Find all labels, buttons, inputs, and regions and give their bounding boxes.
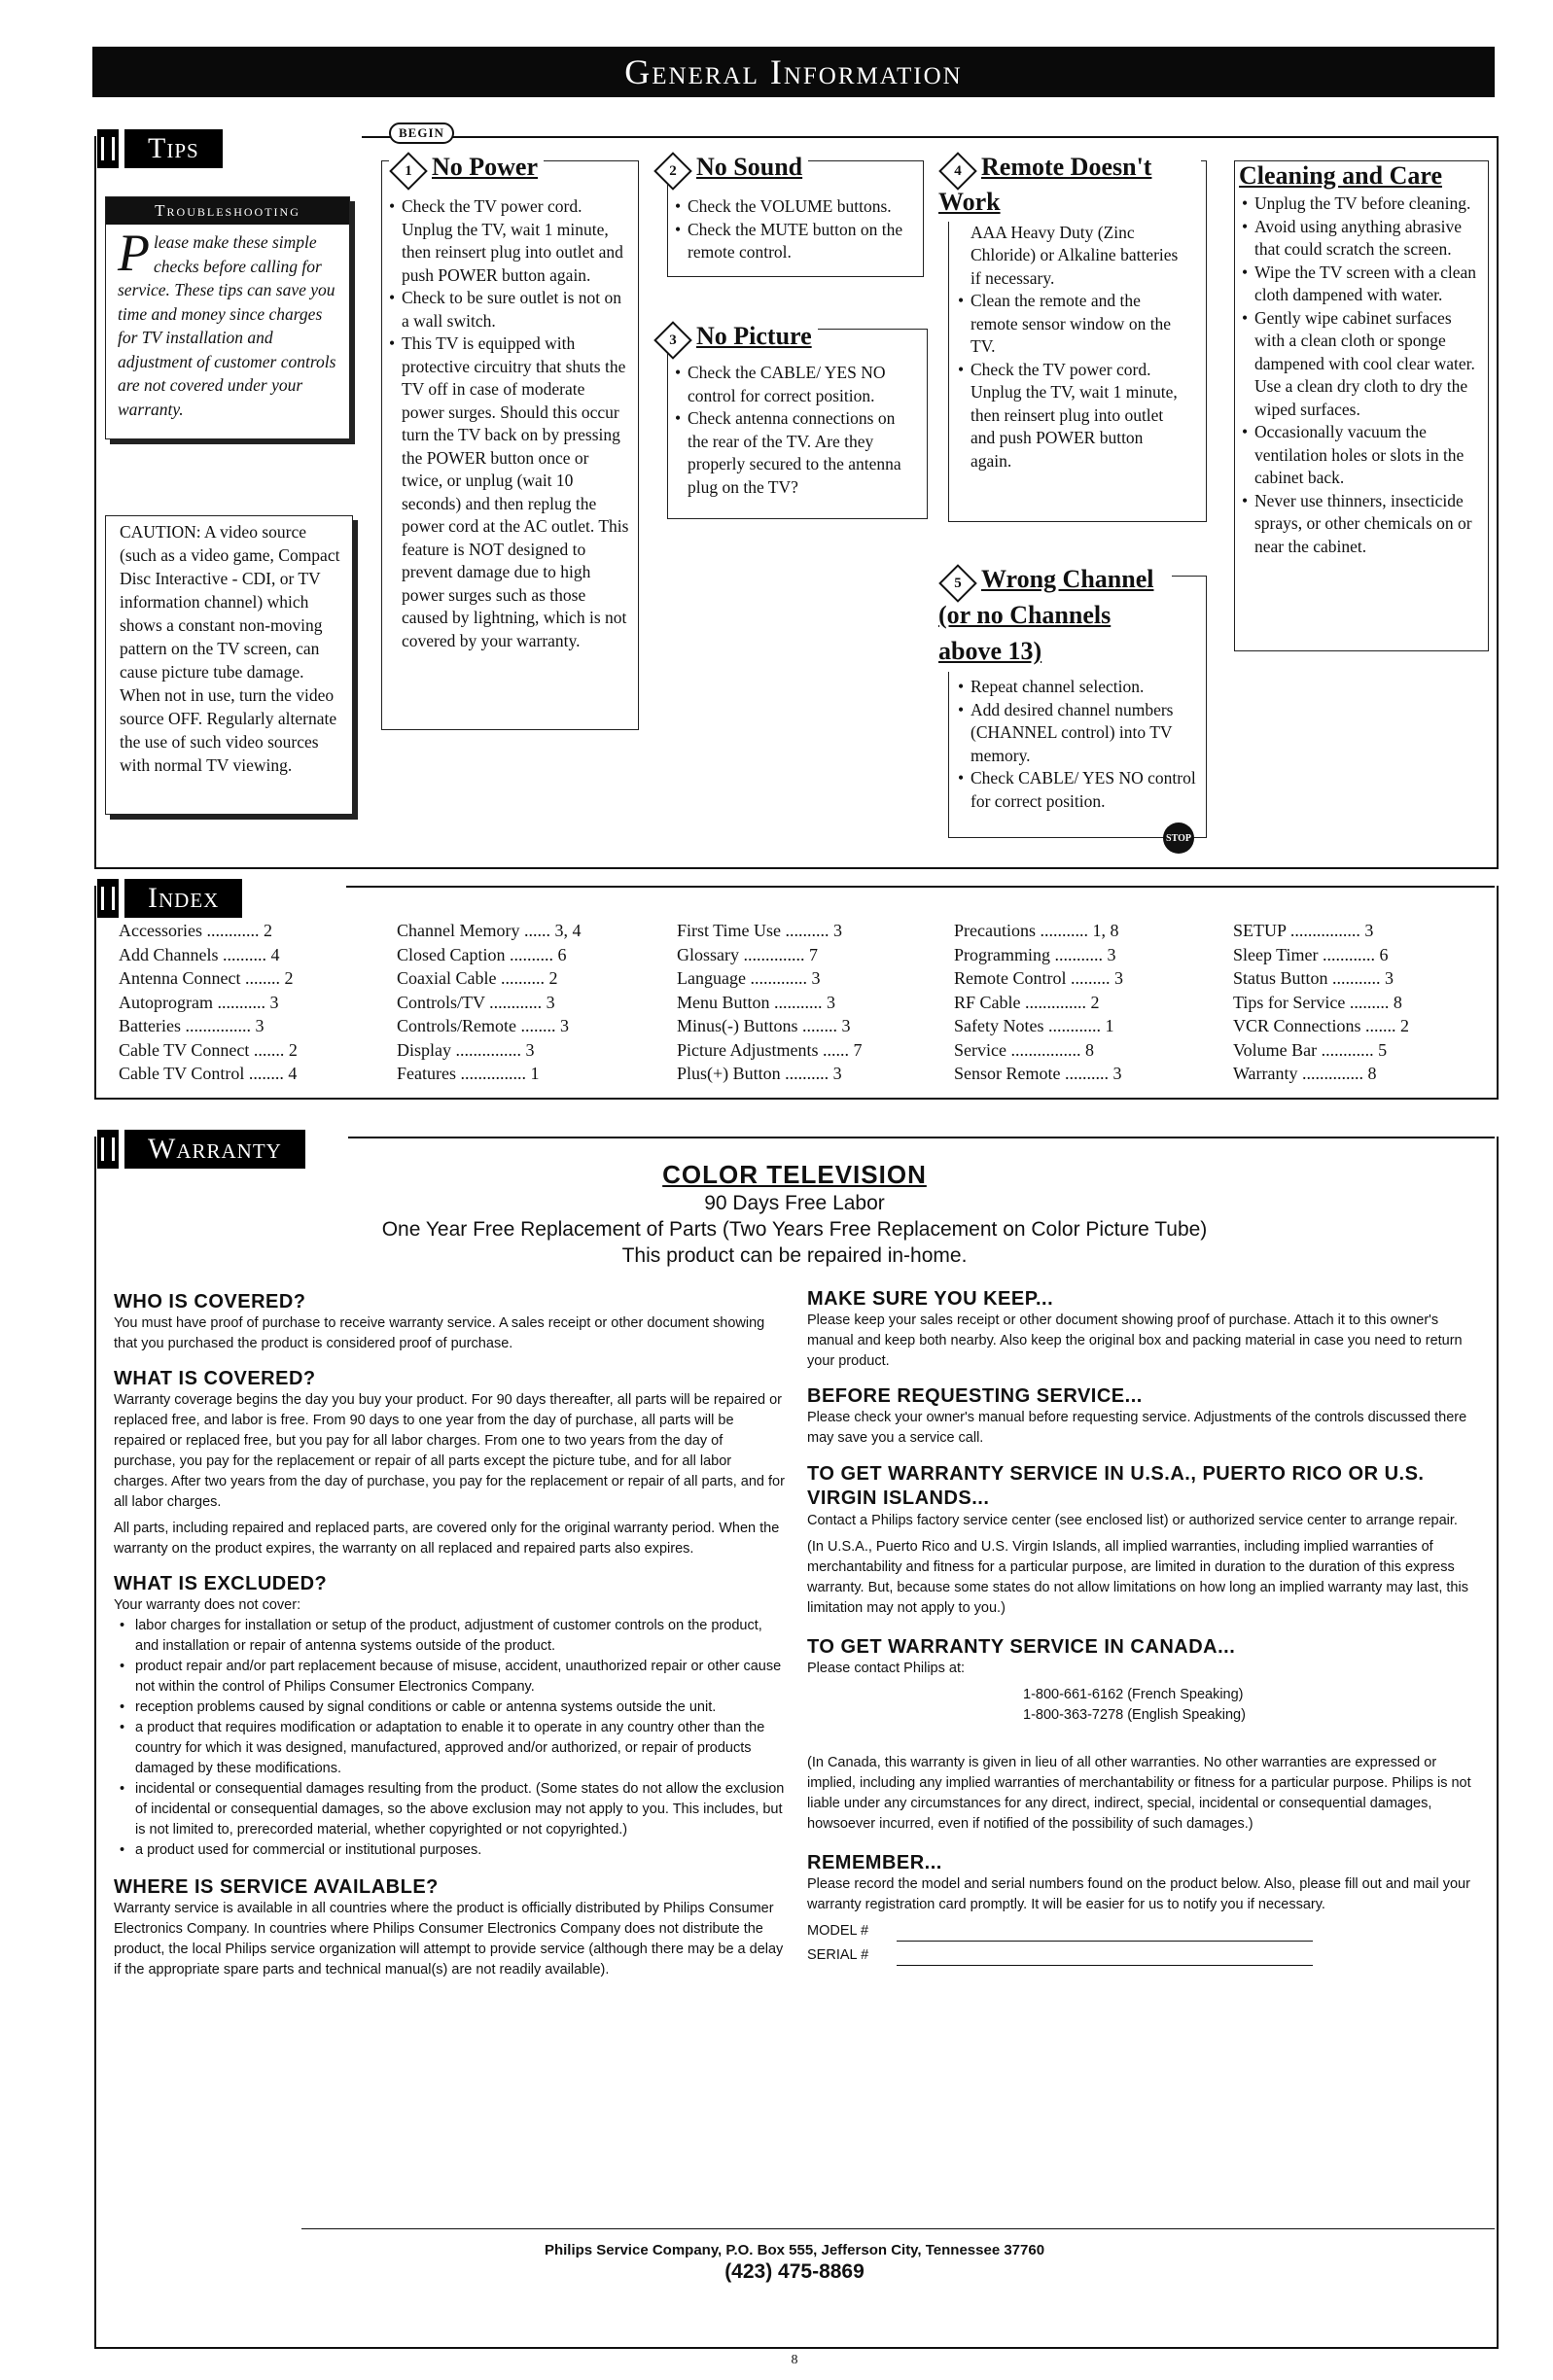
- list-item: • Avoid using anything abrasive that could scratch the screen.: [1254, 216, 1480, 262]
- what-text-1: Warranty coverage begins the day you buy your product. For 90 days thereafter, all parts will be repaired or replaced free, and labor is free. From 90 days to one year from the day of purchase, all parts will be repaired or replaced free, but you pay for all labor charges. From one to two years from the day of purchase, you pay for the replacement or repair of all parts except the picture tube, and for all labor charges. After two years from the day of purchase, you pay for the replacement or repair of all parts, and for all labor charges.: [114, 1392, 785, 1510]
- list-item: • Repeat channel selection.: [971, 676, 1198, 699]
- warranty-left-column: [114, 1291, 785, 1980]
- list-item: • Check the MUTE button on the remote control.: [688, 219, 915, 264]
- excluded-intro: Your warranty does not cover:: [114, 1597, 301, 1613]
- list-item: • Gently wipe cabinet surfaces with a clean cloth or sponge dampened with cool clear water. Use a clean dry cloth to dry the wiped surfaces.: [1254, 307, 1480, 422]
- index-entry: Cable TV Connect ....... 2: [119, 1039, 298, 1060]
- no-picture-title: No Picture: [696, 322, 812, 350]
- list-item: • Unplug the TV before cleaning.: [1254, 192, 1480, 216]
- caution-text: CAUTION: A video source (such as a video game, Compact Disc Interactive - CDI, or TV information channel) which shows a constant non-moving pattern on the TV screen, can cause picture tube damage. When not in use, turn the video source OFF. Regularly alternate the use of such video sources with normal TV viewing.: [120, 522, 340, 775]
- list-item: • labor charges for installation or setup of the product, adjustment of customer controls on the product, and installation or repair of antenna systems outside of the product.: [135, 1616, 785, 1657]
- wrong-channel-title: Wrong Channel (or no Channels above 13): [938, 565, 1154, 665]
- model-label: MODEL #: [807, 1923, 869, 1939]
- usa-text-2: (In U.S.A., Puerto Rico and U.S. Virgin Islands, all implied warranties, including implied warranties of merchantability and fitness for a particular purpose, are limited in duration to the duration of this express warranty. But, because some states do not allow limitations on how long an implied warranty may last, this limitation may not apply to you.): [807, 1539, 1468, 1616]
- index-column-3: [677, 919, 863, 1086]
- index-entry: Display ............... 3: [397, 1039, 535, 1060]
- where-text: Warranty service is available in all countries where the product is officially distributed by Philips Consumer Electronics Company. In countries where Philips Consumer Electronics Company does not distribute the product, the local Philips service organization will attempt to provide service (although there may be a delay if the appropriate spare parts and technical manual(s) are not readily available).: [114, 1901, 784, 1978]
- warranty-right-column: [807, 1288, 1478, 1966]
- excluded-list: [114, 1616, 785, 1861]
- step-1-icon: 1: [389, 153, 428, 192]
- serial-field-row: [807, 1945, 1478, 1966]
- index-entry: Programming ........... 3: [954, 944, 1116, 964]
- step-4-icon: 4: [938, 153, 977, 192]
- list-item: • Check the TV power cord. Unplug the TV, wait 1 minute, then reinsert plug into outlet and push POWER button again.: [402, 195, 630, 287]
- no-power-heading: [389, 152, 544, 185]
- index-entry: Coaxial Cable .......... 2: [397, 968, 558, 988]
- index-entry: Remote Control ......... 3: [954, 968, 1123, 988]
- index-entry: Plus(+) Button .......... 3: [677, 1064, 842, 1083]
- no-picture-list: [668, 362, 927, 499]
- list-item: • Add desired channel numbers (CHANNEL control) into TV memory.: [971, 699, 1198, 768]
- wrong-channel-list: [949, 676, 1206, 813]
- index-column-4: [954, 919, 1123, 1086]
- list-item: • Check antenna connections on the rear of the TV. Are they properly secured to the antenna plug on the TV?: [688, 407, 919, 499]
- list-item: • a product that requires modification or adaptation to enable it to operate in any country other than the country for which it was designed, manufactured, approved and/or authorized, or repair of products damaged by these modifications.: [135, 1718, 785, 1779]
- remember-text: Please record the model and serial numbers found on the product below. Also, please fill out and mail your warranty registration card promptly. It will be easier for us to notify you if necessary.: [807, 1876, 1470, 1912]
- begin-badge: BEGIN: [389, 122, 454, 144]
- step-5-icon: 5: [938, 565, 977, 604]
- index-entry: Warranty .............. 8: [1233, 1064, 1377, 1083]
- warranty-line-1: 90 Days Free Labor: [704, 1192, 885, 1214]
- footer-rule: [301, 2228, 1495, 2229]
- list-item: • This TV is equipped with protective circuitry that shuts the TV off in case of moderate power surges. Should this occur turn the TV back on by pressing the POWER button once or twice, or unplug (wait 10 seconds) and then replug the power cord at the AC outlet. This feature is NOT designed to prevent damage due to high power surges such as those caused by lightning, which is not covered by your warranty.: [402, 332, 630, 652]
- phone-english: 1-800-363-7278 (English Speaking): [1023, 1707, 1246, 1723]
- who-heading: WHO IS COVERED?: [114, 1291, 306, 1312]
- index-tab-label: Index: [124, 879, 242, 918]
- serial-label: SERIAL #: [807, 1947, 869, 1963]
- serial-input-line[interactable]: [897, 1949, 1313, 1966]
- list-item: • Check the CABLE/ YES NO control for correct position.: [688, 362, 919, 407]
- index-entry: Precautions ........... 1, 8: [954, 921, 1119, 940]
- index-entry: Safety Notes ............ 1: [954, 1016, 1114, 1035]
- no-sound-heading: [653, 152, 808, 185]
- troubleshooting-body: lease make these simple checks before calling for service. These tips can save you time and money since charges for TV installation and adjustment of customer controls are not covered under your warranty.: [118, 232, 336, 419]
- usa-heading: TO GET WARRANTY SERVICE IN U.S.A., PUERTO RICO OR U.S. VIRGIN ISLANDS...: [807, 1463, 1425, 1509]
- page-number: 8: [791, 2353, 798, 2367]
- no-picture-box: [667, 329, 928, 519]
- tips-tab-label: Tips: [124, 129, 223, 168]
- index-entry: Cable TV Control ........ 4: [119, 1064, 298, 1083]
- no-sound-title: No Sound: [696, 153, 803, 181]
- step-3-icon: 3: [653, 322, 692, 361]
- index-entry: First Time Use .......... 3: [677, 921, 843, 940]
- index-entry: Accessories ............ 2: [119, 921, 272, 940]
- remote-list: [953, 198, 1196, 472]
- no-sound-list: [668, 195, 923, 264]
- before-heading: BEFORE REQUESTING SERVICE...: [807, 1385, 1143, 1407]
- index-entry: Batteries ............... 3: [119, 1016, 265, 1035]
- wrong-channel-heading: [938, 564, 1172, 672]
- index-entry: SETUP ................ 3: [1233, 921, 1374, 940]
- keep-text: Please keep your sales receipt or other document showing proof of purchase. Attach it to this owner's manual and keep both nearby. Also keep the original box and packing material in case you need to return your product.: [807, 1312, 1463, 1369]
- remote-heading: [938, 152, 1201, 222]
- remote-title: Remote Doesn't Work: [938, 153, 1152, 216]
- model-input-line[interactable]: [897, 1925, 1313, 1942]
- warranty-line-2: One Year Free Replacement of Parts (Two Years Free Replacement on Color Picture Tube): [381, 1218, 1208, 1241]
- stop-icon: STOP: [1163, 822, 1194, 854]
- index-column-5: [1233, 919, 1409, 1086]
- index-entry: Menu Button ........... 3: [677, 992, 836, 1012]
- warranty-header: [94, 1160, 1495, 1269]
- list-item: • Check the VOLUME buttons.: [688, 195, 915, 219]
- no-picture-heading: [653, 321, 818, 354]
- list-item: • Check the TV power cord. Unplug the TV, wait 1 minute, then reinsert plug into outlet and push POWER button again.: [971, 359, 1188, 473]
- service-address: Philips Service Company, P.O. Box 555, Jefferson City, Tennessee 37760: [544, 2242, 1045, 2258]
- index-entry: Minus(-) Buttons ........ 3: [677, 1016, 851, 1035]
- index-entry: Status Button ........... 3: [1233, 968, 1394, 988]
- index-entry: Glossary .............. 7: [677, 944, 818, 964]
- no-power-title: No Power: [432, 153, 539, 181]
- what-text-2: All parts, including repaired and replaced parts, are covered only for the original warranty period. When the warranty on the product expires, the warranty on all replaced and repaired parts also expires.: [114, 1521, 780, 1557]
- index-entry: Picture Adjustments ...... 7: [677, 1039, 863, 1060]
- who-text: You must have proof of purchase to receive warranty service. A sales receipt or other document showing that you purchased the product is considered proof of purchase.: [114, 1315, 765, 1351]
- caution-box: [105, 515, 353, 815]
- cleaning-box: [1234, 160, 1489, 651]
- warranty-line-3: This product can be repaired in-home.: [621, 1244, 968, 1267]
- before-text: Please check your owner's manual before requesting service. Adjustments of the controls discussed there may save you a service call.: [807, 1410, 1467, 1446]
- index-entry: Service ................ 8: [954, 1039, 1094, 1060]
- step-2-icon: 2: [653, 153, 692, 192]
- list-item: • a product used for commercial or institutional purposes.: [135, 1840, 785, 1861]
- index-entry: Closed Caption .......... 6: [397, 944, 567, 964]
- phone-french: 1-800-661-6162 (French Speaking): [1023, 1687, 1244, 1702]
- usa-text-1: Contact a Philips factory service center (see enclosed list) or authorized service center to arrange repair.: [807, 1513, 1458, 1528]
- list-item: • reception problems caused by signal conditions or cable or antenna systems outside the unit.: [135, 1698, 785, 1718]
- index-entry: Features ............... 1: [397, 1064, 540, 1083]
- where-heading: WHERE IS SERVICE AVAILABLE?: [114, 1876, 439, 1898]
- index-entry: Controls/Remote ........ 3: [397, 1016, 569, 1035]
- canada-text-2: (In Canada, this warranty is given in lieu of all other warranties. No other warranties are expressed or implied, including any implied warranties of merchantability or fitness for a particular purpose. Philips is not liable under any circumstances for any direct, indirect, special, incidental or consequential damages, howsoever incurred, even if notified of the possibility of such damages.): [807, 1755, 1471, 1832]
- drop-cap: P: [118, 224, 150, 282]
- cleaning-list: [1235, 192, 1488, 558]
- index-entry: Channel Memory ...... 3, 4: [397, 921, 582, 940]
- footer: [94, 2242, 1495, 2284]
- index-column-1: [119, 919, 298, 1086]
- keep-heading: MAKE SURE YOU KEEP...: [807, 1288, 1054, 1310]
- canada-heading: TO GET WARRANTY SERVICE IN CANADA...: [807, 1636, 1236, 1658]
- canada-text: Please contact Philips at:: [807, 1661, 966, 1676]
- list-item: • Wipe the TV screen with a clean cloth dampened with water.: [1254, 262, 1480, 307]
- page-title: General Information: [92, 47, 1495, 97]
- index-entry: Sensor Remote .......... 3: [954, 1064, 1122, 1083]
- index-entry: Add Channels .......... 4: [119, 944, 280, 964]
- list-item: • product repair and/or part replacement because of misuse, accident, unauthorized repair or other cause not within the control of Philips Consumer Electronics Company.: [135, 1657, 785, 1698]
- index-entry: RF Cable .............. 2: [954, 992, 1100, 1012]
- cleaning-title: Cleaning and Care: [1239, 161, 1442, 190]
- index-entry: Autoprogram ........... 3: [119, 992, 279, 1012]
- list-item: • Occasionally vacuum the ventilation holes or slots in the cabinet back.: [1254, 421, 1480, 490]
- list-item: • Check to be sure outlet is not on a wall switch.: [402, 287, 630, 332]
- index-entry: Antenna Connect ........ 2: [119, 968, 294, 988]
- model-field-row: [807, 1921, 1478, 1942]
- list-item: • Clean the remote and the remote sensor window on the TV.: [971, 290, 1188, 359]
- warranty-tab-label: Warranty: [124, 1130, 305, 1169]
- no-power-list: [382, 195, 638, 652]
- excluded-heading: WHAT IS EXCLUDED?: [114, 1573, 328, 1594]
- service-phone: (423) 475-8869: [724, 2260, 865, 2283]
- list-item: • AAA Heavy Duty (Zinc Chloride) or Alkaline batteries if necessary.: [971, 198, 1188, 290]
- remember-heading: REMEMBER...: [807, 1852, 942, 1873]
- index-column-2: [397, 919, 581, 1086]
- troubleshooting-text: [106, 225, 349, 421]
- warranty-product: COLOR TELEVISION: [662, 1160, 927, 1189]
- index-entry: Language ............. 3: [677, 968, 821, 988]
- what-heading: WHAT IS COVERED?: [114, 1368, 316, 1389]
- index-entry: Controls/TV ............ 3: [397, 992, 555, 1012]
- troubleshooting-heading: Troubleshooting: [106, 197, 349, 225]
- troubleshooting-box: [105, 196, 350, 439]
- index-entry: VCR Connections ....... 2: [1233, 1016, 1410, 1035]
- index-entry: Tips for Service ......... 8: [1233, 992, 1402, 1012]
- list-item: • Never use thinners, insecticide sprays, or other chemicals on or near the cabinet.: [1254, 490, 1480, 559]
- index-entry: Sleep Timer ............ 6: [1233, 944, 1389, 964]
- list-item: • Check CABLE/ YES NO control for correct position.: [971, 767, 1198, 813]
- index-entry: Volume Bar ............ 5: [1233, 1039, 1388, 1060]
- no-power-box: [381, 160, 639, 730]
- list-item: • incidental or consequential damages resulting from the product. (Some states do not allow the exclusion of incidental or consequential damages, so the above exclusion may not apply to you. This includes, but is not limited to, prerecorded material, whether copyrighted or not copyrighted.): [135, 1779, 785, 1840]
